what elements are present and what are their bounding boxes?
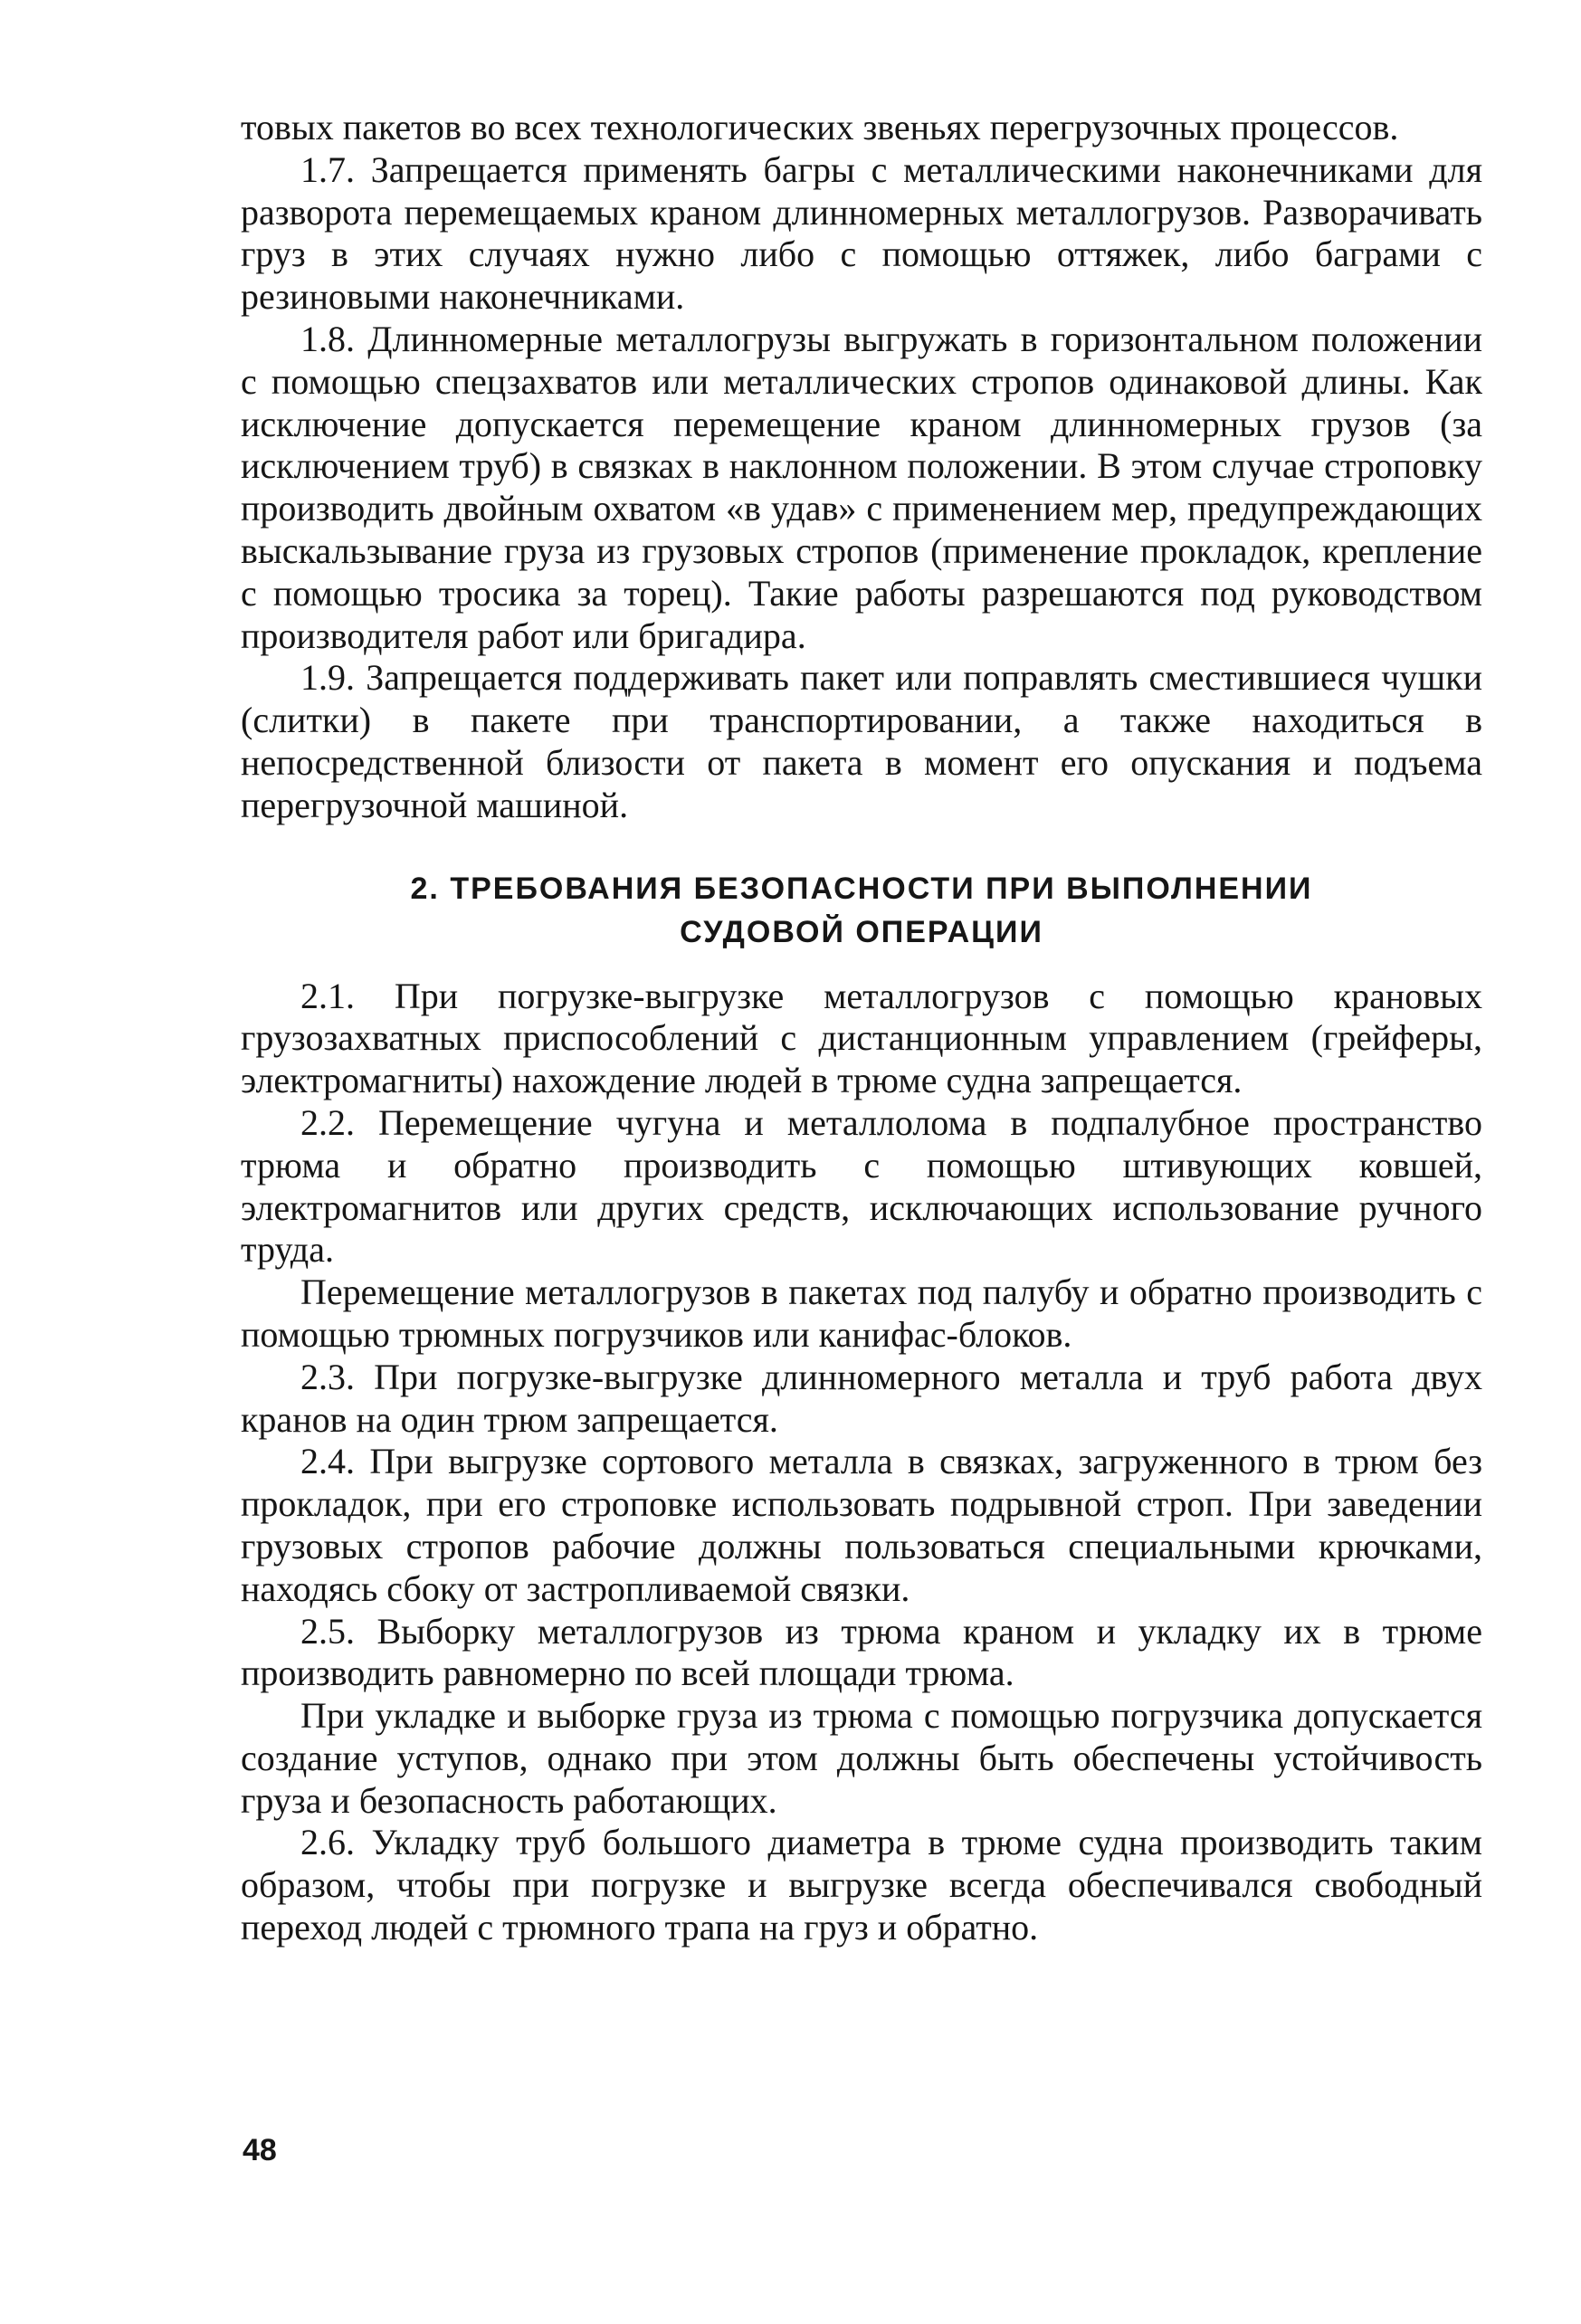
paragraph-2-4: 2.4. При выгрузке сортового металла в связках, загруженного в трюм без прокладок, при его строповке использовать подрывной строп. При заведении грузовых стропов рабочие должны пользоваться специальными крючками, находясь сбоку от застропливаемой связки. xyxy=(241,1441,1482,1609)
paragraph-2-1: 2.1. При погрузке-выгрузке металлогрузов с помощью крановых грузозахватных приспособлений с дистанционным управлением (грейферы, электромагниты) нахождение людей в трюме судна запрещается. xyxy=(241,975,1482,1101)
page-number: 48 xyxy=(243,2133,277,2167)
paragraph-1-8: 1.8. Длинномерные металлогрузы выгружать в горизонтальном положении с помощью спецзахватов или металлических стропов одинаковой длины. Как исключение допускается перемещение краном длинномерных грузов (за исключением труб) в связках в наклонном положении. В этом случае строповку производить двойным охватом «в удав» с применением мер, предупреждающих выскальзывание груза из грузовых стропов (применение прокладок, крепление с помощью тросика за торец). Такие работы разрешаются под руководством производителя работ или бригадира. xyxy=(241,318,1482,656)
paragraph-2-3: 2.3. При погрузке-выгрузке длинномерного металла и труб работа двух кранов на один трюм запрещается. xyxy=(241,1356,1482,1440)
paragraph-1-9: 1.9. Запрещается поддерживать пакет или поправлять сместившиеся чушки (слитки) в пакете при транспортировании, а также находиться в непосредственной близости от пакета в момент его опускания и подъема перегрузочной машиной. xyxy=(241,657,1482,825)
paragraph-2-2: 2.2. Перемещение чугуна и металлолома в подпалубное пространство трюма и обратно производить с помощью штивующих ковшей, электромагнитов или других средств, исключающих использование ручного труда. xyxy=(241,1101,1482,1271)
paragraph-continuation: товых пакетов во всех технологических звеньях перегрузочных процессов. xyxy=(241,107,1399,148)
section-heading xyxy=(241,867,1482,954)
paragraph-2-5-continued: При укладке и выборке груза из трюма с помощью погрузчика допускается создание уступов, однако при этом должны быть обеспечены устойчивость груза и безопасность работающих. xyxy=(241,1695,1482,1821)
paragraph-1-7: 1.7. Запрещается применять багры с металлическими наконечниками для разворота перемещаемых краном длинномерных металлогрузов. Разворачивать груз в этих случаях нужно либо с помощью оттяжек, либо баграми с резиновыми наконечниками. xyxy=(241,148,1482,318)
paragraph-2-5: 2.5. Выборку металлогрузов из трюма краном и укладку их в трюме производить равномерно по всей площади трюма. xyxy=(241,1610,1482,1694)
section-heading-line-2: СУДОВОЙ ОПЕРАЦИИ xyxy=(680,914,1043,949)
section-heading-line-1: 2. ТРЕБОВАНИЯ БЕЗОПАСНОСТИ ПРИ ВЫПОЛНЕНИИ xyxy=(410,871,1313,906)
page-body xyxy=(241,107,1482,1949)
paragraph-2-6: 2.6. Укладку труб большого диаметра в трюме судна производить таким образом, чтобы при погрузке и выгрузке всегда обеспечивался свободный переход людей с трюмного трапа на груз и обратно. xyxy=(241,1822,1482,1948)
paragraph-2-2-continued: Перемещение металлогрузов в пакетах под палубу и обратно производить с помощью трюмных погрузчиков или канифас-блоков. xyxy=(241,1272,1482,1355)
